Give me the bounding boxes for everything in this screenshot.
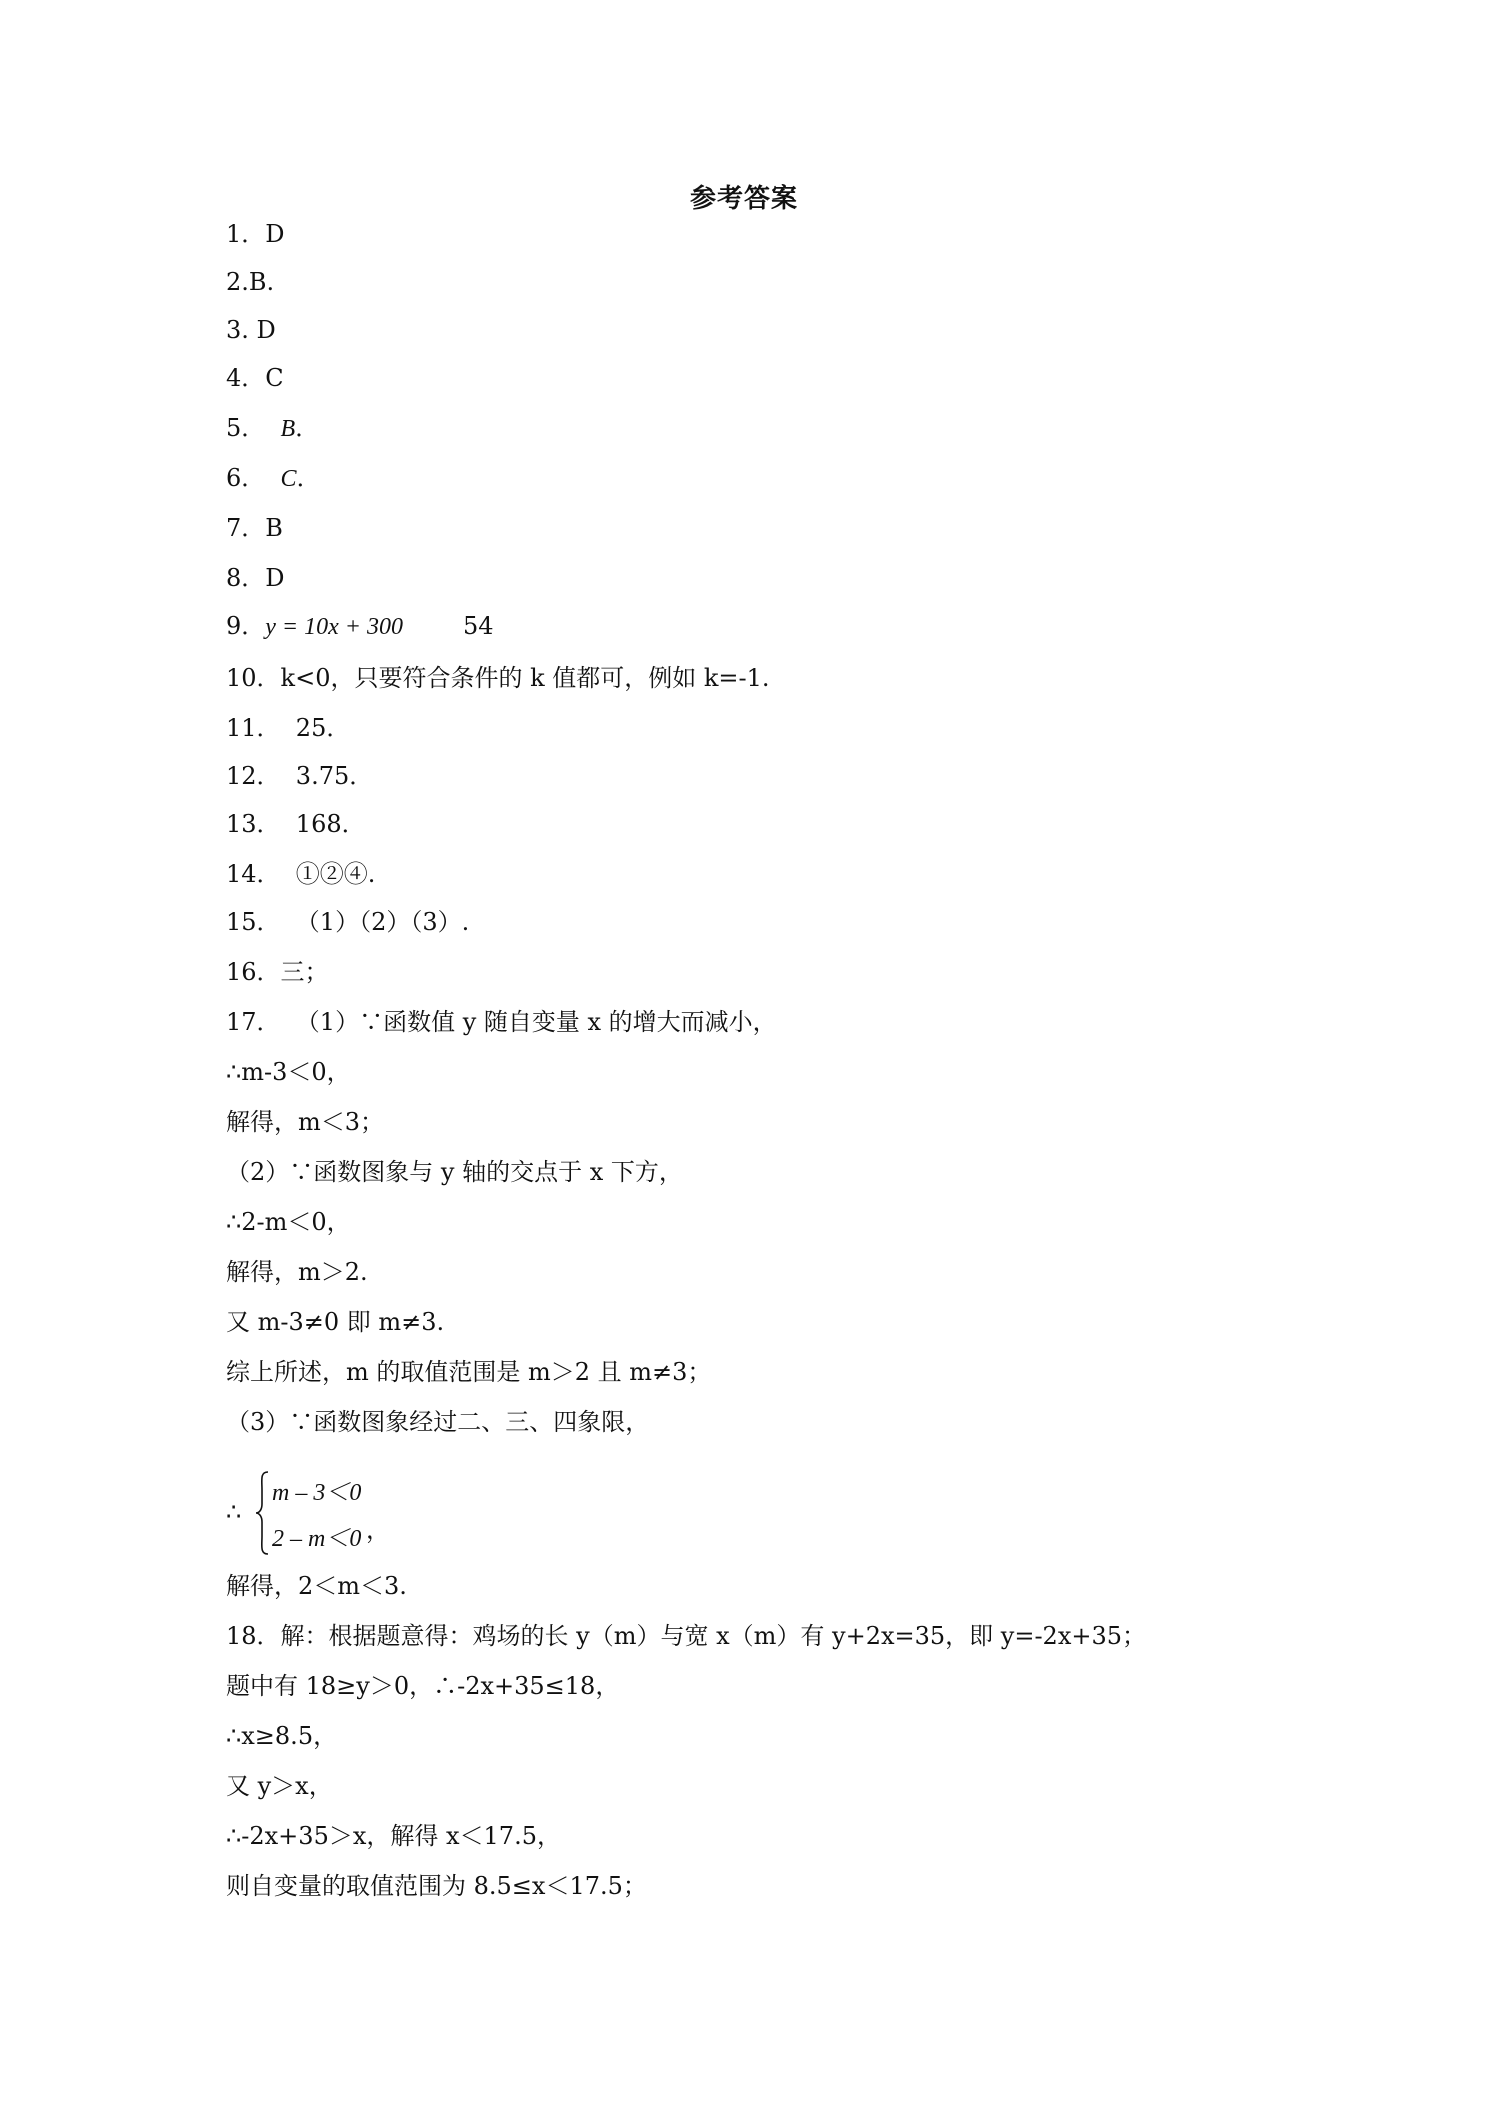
answer-line: 17． （1）∵函数值 y 随自变量 x 的增大而减小，: [226, 1008, 777, 1036]
answer-line: 15． （1）（2）（3）.: [226, 908, 470, 936]
answer-line: （3）∵函数图象经过二、三、四象限，: [226, 1408, 650, 1436]
answer-choice: C: [280, 466, 297, 492]
answer-line-9: [226, 610, 494, 643]
answer-period: ．: [295, 414, 320, 442]
system-comma: ，: [366, 1516, 390, 1544]
answer-line: 8．D: [226, 564, 285, 592]
answer-line: 14． ①②④.: [226, 860, 376, 888]
answer-line: ∴2-m＜0，: [226, 1208, 351, 1236]
answer-line: 解得，2＜m＜3.: [226, 1572, 407, 1600]
answer-line: 11． 25．: [226, 714, 351, 742]
answer-line: 题中有 18≥y＞0，∴-2x+35≤18，: [226, 1672, 620, 1700]
therefore-symbol: ∴: [226, 1498, 242, 1526]
answer-line: 1．D: [226, 220, 285, 248]
system-row-2: 2 – m＜0: [272, 1526, 362, 1552]
answer-line: ∴x≥8.5，: [226, 1722, 338, 1750]
answer-line: 又 m-3≠0 即 m≠3.: [226, 1308, 445, 1336]
answer-line: 解得，m＞2.: [226, 1258, 368, 1286]
answer-line: 12． 3.75．: [226, 762, 374, 790]
answer-line-6: [226, 462, 321, 495]
answer-choice: B: [280, 416, 296, 442]
answer-number: 5．: [226, 414, 266, 442]
answer-value: 54: [462, 612, 494, 640]
page-title: 参考答案: [689, 184, 798, 214]
system-row-1: m – 3＜0: [272, 1480, 362, 1506]
answer-line: 10．k<0，只要符合条件的 k 值都可，例如 k=-1.: [226, 664, 770, 692]
answer-line: （2）∵函数图象与 y 轴的交点于 x 下方，: [226, 1158, 683, 1186]
answer-line: 4．C: [226, 364, 284, 392]
answer-line: 解得，m＜3；: [226, 1108, 385, 1136]
answer-line: 16．三；: [226, 958, 329, 986]
answer-number: 6．: [226, 464, 266, 492]
answer-line: 13． 168．: [226, 810, 366, 838]
answer-line: 18．解：根据题意得：鸡场的长 y（m）与宽 x（m）有 y+2x=35，即 y=-2x+35；: [226, 1622, 1147, 1650]
answer-line: 7．B: [226, 514, 283, 542]
answer-line: 3. D: [226, 316, 276, 344]
answer-number: 9．: [226, 612, 266, 640]
answer-line-5: [226, 412, 319, 445]
answer-line: 又 y＞x，: [226, 1772, 333, 1800]
answer-line: 则自变量的取值范围为 8.5≤x＜17.5；: [226, 1872, 647, 1900]
answer-line: ∴-2x+35＞x，解得 x＜17.5，: [226, 1822, 561, 1850]
answer-line: 2.B.: [226, 268, 275, 296]
answer-period: ．: [296, 464, 321, 492]
answer-line: ∴m-3＜0，: [226, 1058, 351, 1086]
left-brace-icon: [254, 1470, 270, 1556]
formula: y = 10x + 300: [265, 614, 403, 640]
answer-line: 综上所述，m 的取值范围是 m＞2 且 m≠3；: [226, 1358, 712, 1386]
